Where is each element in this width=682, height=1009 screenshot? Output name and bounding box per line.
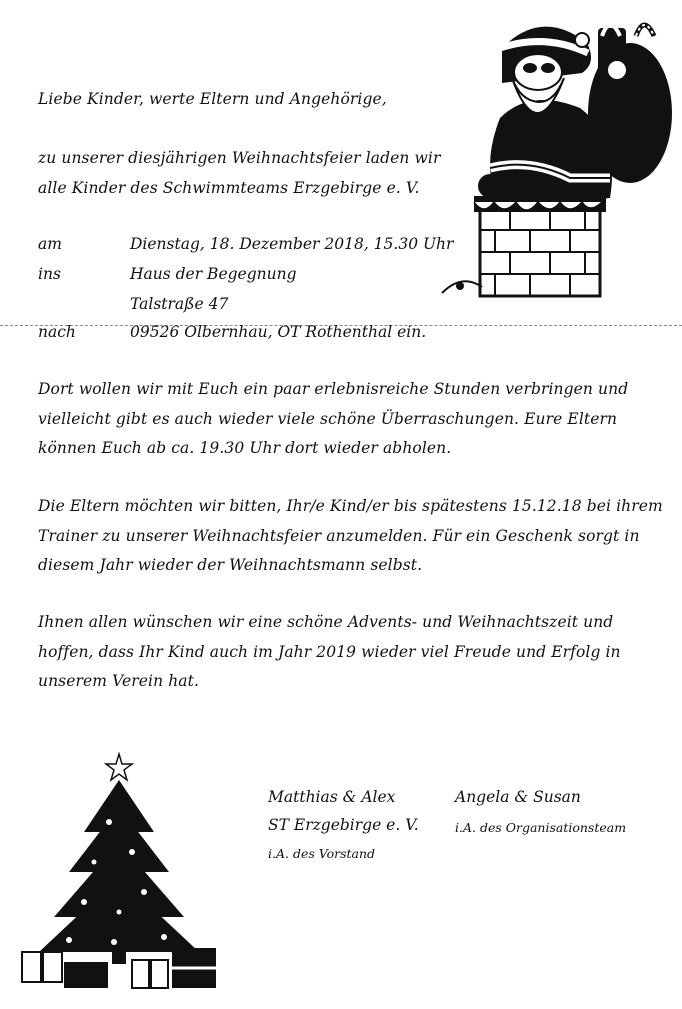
paragraph-line: Ihnen allen wünschen wir eine schöne Advents- und Weihnachtszeit und	[38, 613, 614, 631]
intro-line: alle Kinder des Schwimmteams Erzgebirge e. V.	[38, 179, 420, 197]
paragraph-line: diesem Jahr wieder der Weihnachtsmann selbst.	[38, 556, 423, 574]
signature-right-role: i.A. des Organisationsteam	[455, 820, 627, 835]
to-label: nach	[38, 323, 76, 341]
paragraph-line: Trainer zu unserer Weihnachtsfeier anzumelden. Für ein Geschenk sorgt in	[38, 527, 640, 545]
intro-line: zu unserer diesjährigen Weihnachtsfeier laden wir	[38, 149, 441, 167]
when-label: am	[38, 235, 62, 253]
where-line: Talstraße 47	[130, 295, 229, 313]
when-value: Dienstag, 18. Dezember 2018, 15.30 Uhr	[130, 235, 454, 253]
signature-left-org: ST Erzgebirge e. V.	[268, 816, 419, 834]
signature-left-names: Matthias & Alex	[268, 788, 396, 806]
paragraph-line: hoffen, dass Ihr Kind auch im Jahr 2019 wieder viel Freude und Erfolg in	[38, 643, 621, 661]
where-label: ins	[38, 265, 61, 283]
paragraph-line: können Euch ab ca. 19.30 Uhr dort wieder abholen.	[38, 439, 452, 457]
paragraph-line: vielleicht gibt es auch wieder viele schöne Überraschungen. Eure Eltern	[38, 410, 618, 428]
paragraph-line: Die Eltern möchten wir bitten, Ihr/e Kind/er bis spätestens 15.12.18 bei ihrem	[38, 497, 663, 515]
signature-right-names: Angela & Susan	[455, 788, 581, 806]
christmas-tree-icon	[14, 752, 224, 992]
where-line: Haus der Begegnung	[130, 265, 297, 283]
paragraph-line: Dort wollen wir mit Euch ein paar erlebnisreiche Stunden verbringen und	[38, 380, 629, 398]
to-value: 09526 Olbernhau, OT Rothenthal ein.	[130, 323, 427, 341]
salutation: Liebe Kinder, werte Eltern und Angehörige,	[38, 90, 387, 108]
santa-claus-chimney-icon	[430, 8, 678, 306]
signature-left-role: i.A. des Vorstand	[268, 846, 376, 861]
paragraph-line: unserem Verein hat.	[38, 672, 199, 690]
